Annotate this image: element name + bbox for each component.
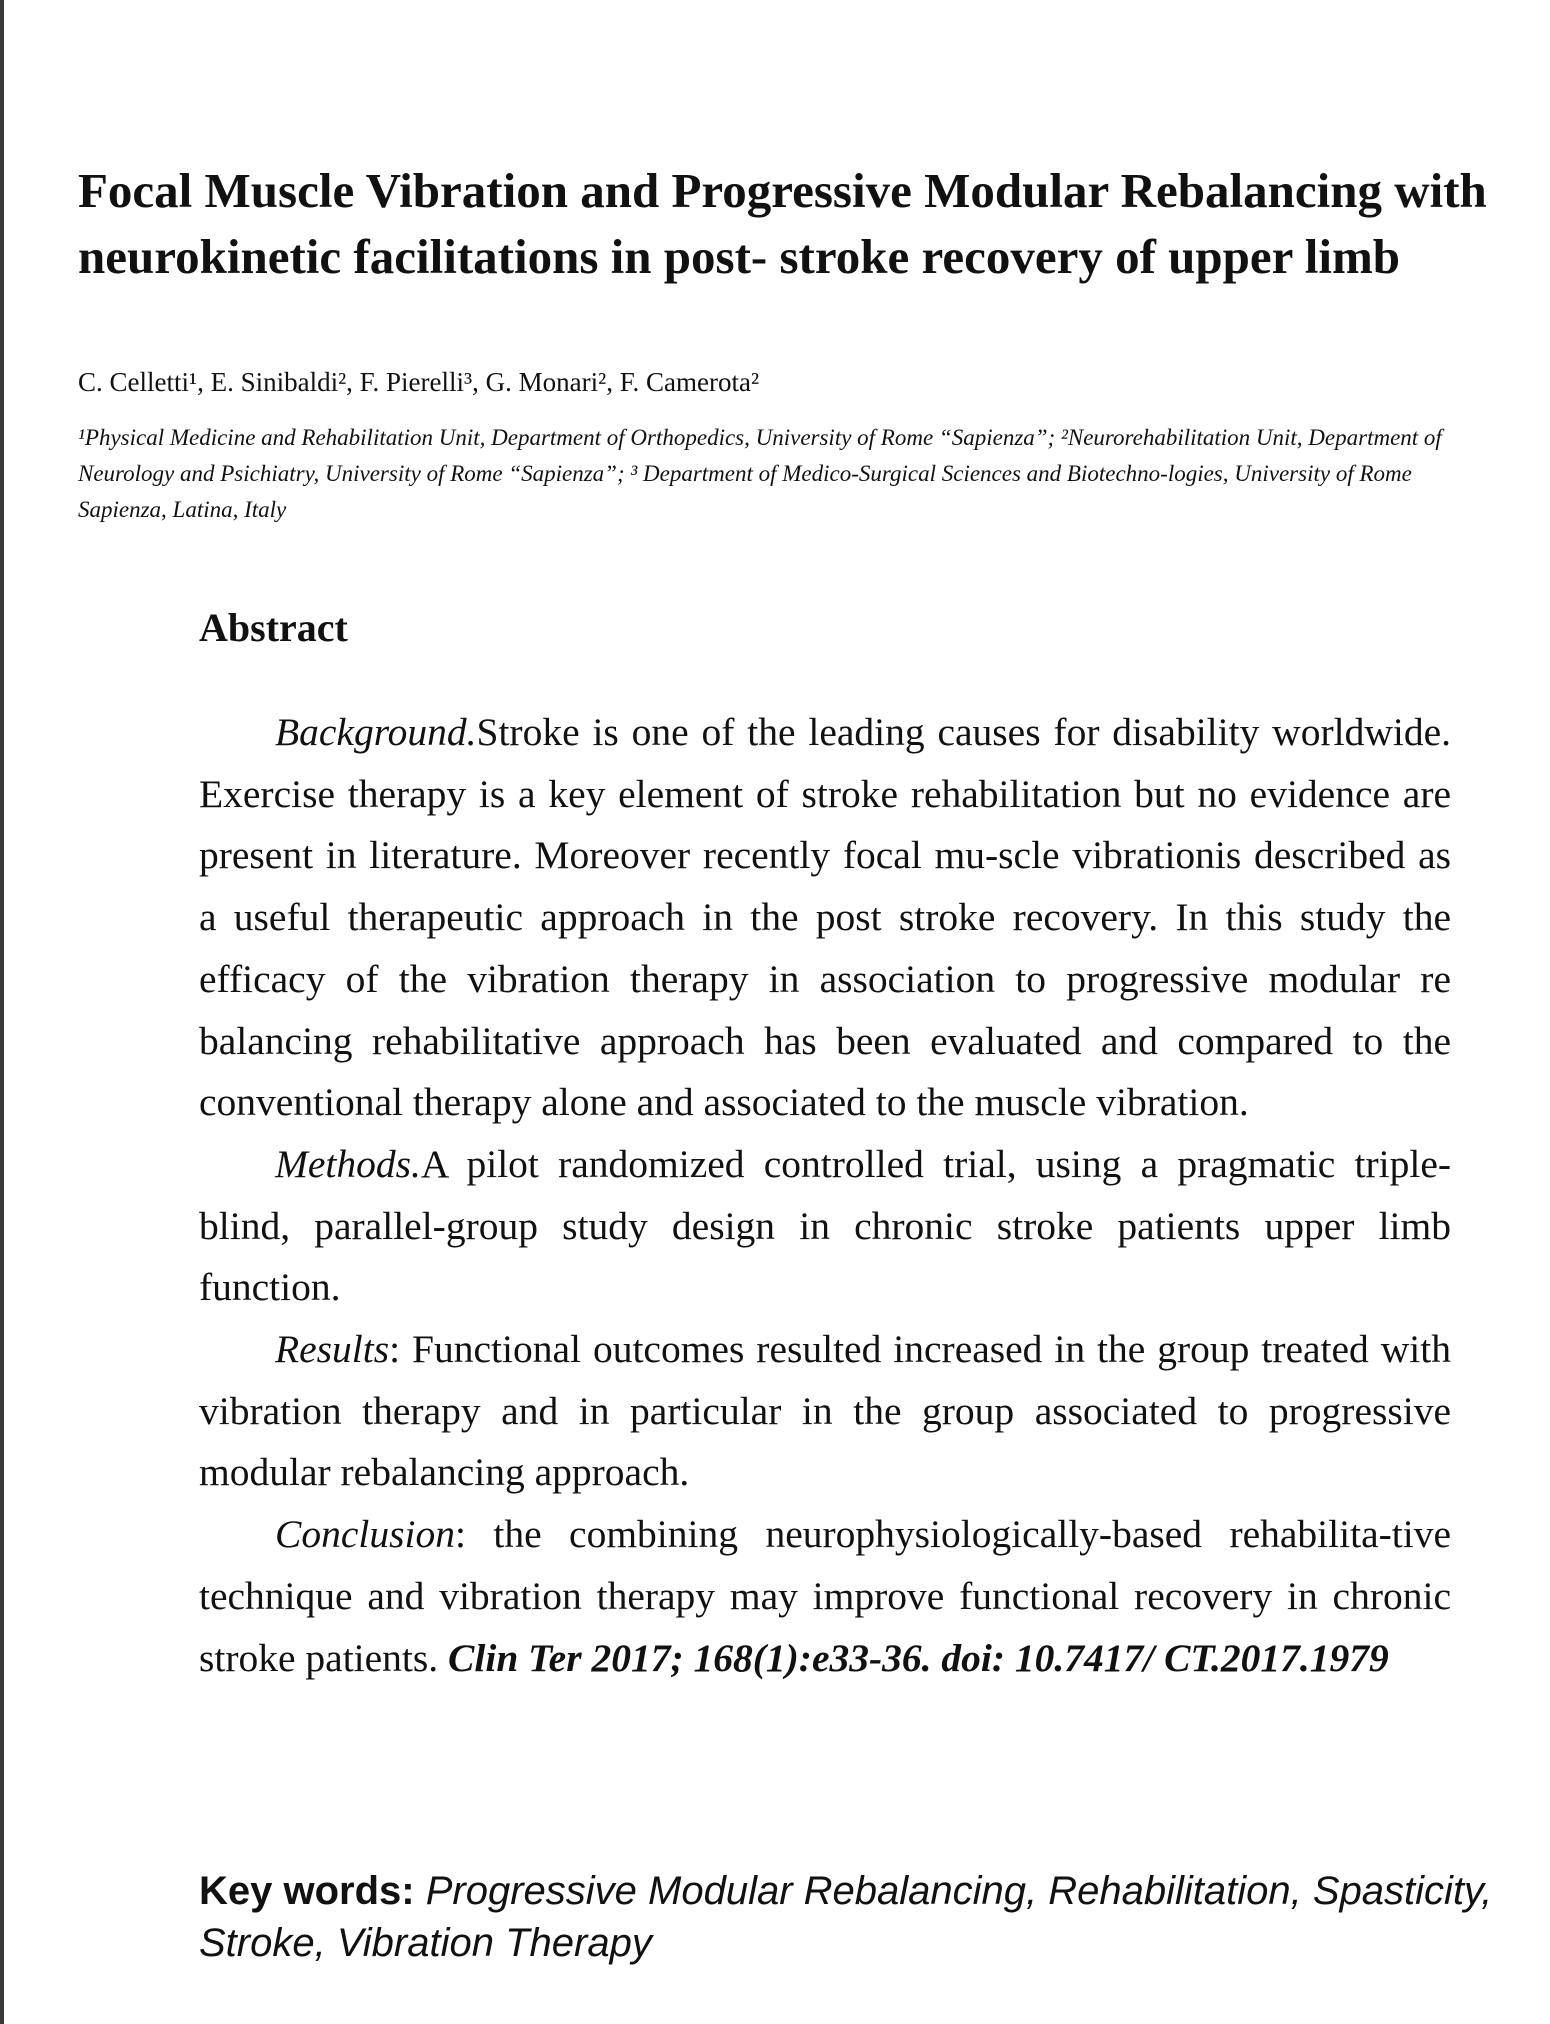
- keywords: [199, 1865, 1499, 1969]
- abstract-background: [199, 702, 1451, 1134]
- abstract-methods: [199, 1134, 1451, 1319]
- abstract-body: [199, 702, 1451, 1689]
- abstract-results: [199, 1319, 1451, 1504]
- keywords-label: Key words:: [199, 1869, 415, 1913]
- page-left-edge: [0, 0, 4, 2024]
- abstract-conclusion: [199, 1504, 1451, 1689]
- paper-title: Focal Muscle Vibration and Progressive Modular Rebalancing with neurokinetic facilitations in post- stroke recovery of upper limb: [78, 163, 1487, 284]
- background-text: Stroke is one of the leading causes for disability worldwide. Exercise therapy is a key element of stroke rehabilitation but no evidence are present in literature. Moreover recently focal mu-scle vibrationis described as a useful therapeutic approach in the post stroke recovery. In this study the efficacy of the vibration therapy in association to progressive modular re balancing rehabilitative approach has been evaluated and compared to the conventional therapy alone and associated to the muscle vibration.: [199, 710, 1451, 1125]
- methods-label: Methods.: [275, 1141, 421, 1186]
- author-list: C. Celletti¹, E. Sinibaldi², F. Pierelli³, G. Monari², F. Camerota²: [78, 367, 760, 397]
- results-label: Results: [275, 1327, 390, 1372]
- citation: Clin Ter 2017; 168(1):e33-36. doi: 10.7417/ CT.2017.1979: [448, 1635, 1389, 1680]
- conclusion-text: : the combining neurophysiologically-based rehabilita-tive technique and vibration therapy may improve functional recovery in chronic stroke patients.: [199, 1512, 1451, 1680]
- results-text: : Functional outcomes resulted increased in the group treated with vibration therapy and in particular in the group associated to progressive modular rebalancing approach.: [199, 1327, 1451, 1495]
- conclusion-label: Conclusion: [275, 1512, 455, 1557]
- affiliations: ¹Physical Medicine and Rehabilitation Unit, Department of Orthopedics, University of Rome “Sapienza”; ²Neurorehabilitation Unit, Department of Neurology and Psichiatry, University of Rome “Sapienza”; ³ Department of Medico-Surgical Sciences and Biotechno-logies, University of Rome Sapienza, Latina, Italy: [78, 425, 1442, 522]
- keywords-list: Progressive Modular Rebalancing, Rehabilitation, Spasticity, Stroke, Vibration Therapy: [199, 1869, 1493, 1965]
- methods-text: A pilot randomized controlled trial, using a pragmatic triple-blind, parallel-group study design in chronic stroke patients upper limb function.: [199, 1141, 1451, 1310]
- abstract-heading: Abstract: [199, 605, 348, 650]
- background-label: Background.: [275, 710, 477, 754]
